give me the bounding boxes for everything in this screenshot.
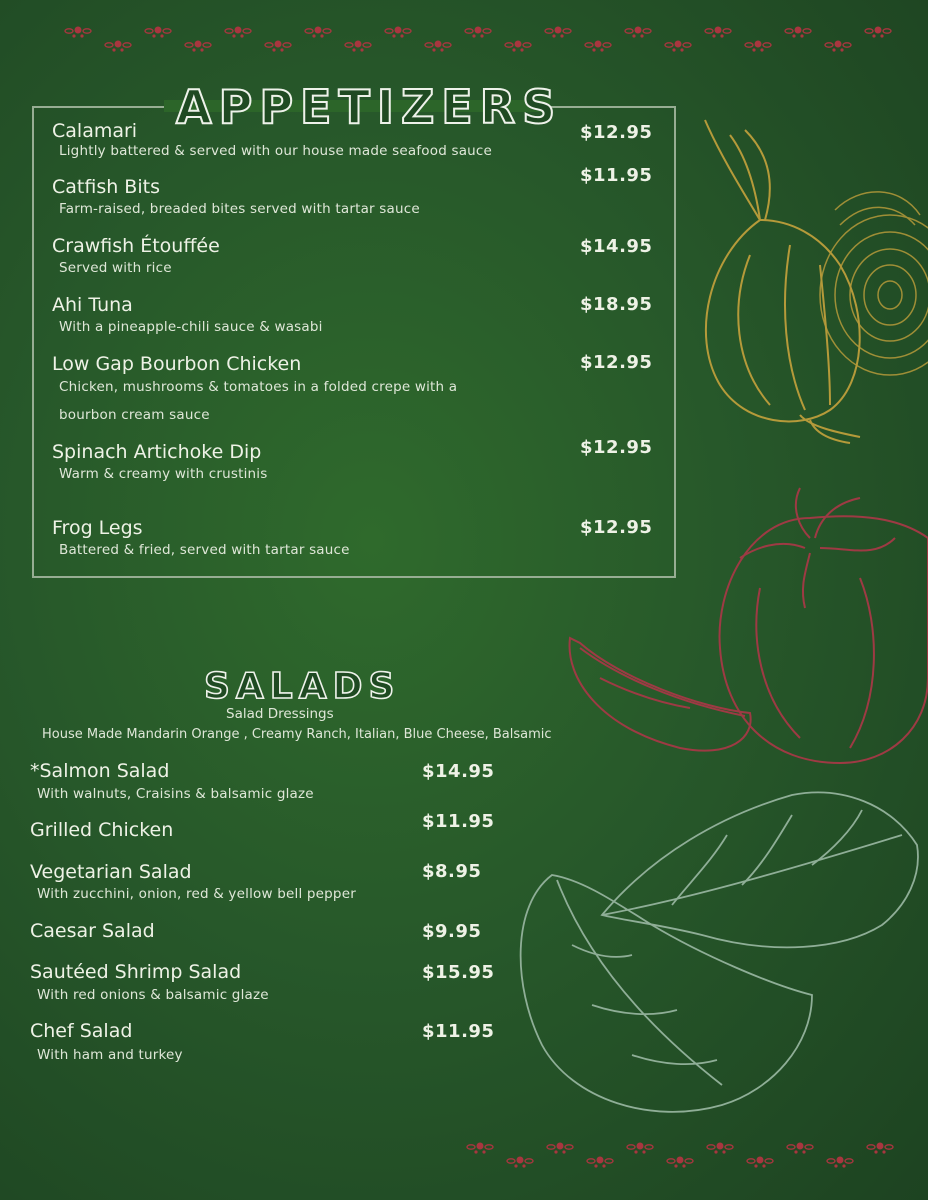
ornament-motif	[587, 1157, 613, 1168]
onion-illustration	[690, 115, 928, 445]
appetizer-name: Crawfish Étouffée	[52, 235, 220, 257]
ornament-motif	[745, 41, 771, 52]
appetizer-name: Calamari	[52, 120, 138, 142]
salad-name: Chef Salad	[30, 1020, 133, 1042]
salad-desc: With red onions & balsamic glaze	[37, 987, 269, 1003]
ornament-motif	[825, 41, 851, 52]
salad-name: Vegetarian Salad	[30, 861, 192, 883]
ornament-motif	[785, 27, 811, 38]
salads-title: SALADS	[204, 666, 401, 707]
appetizer-desc-line2: bourbon cream sauce	[59, 407, 210, 423]
appetizer-desc: Farm-raised, breaded bites served with tartar sauce	[59, 201, 420, 217]
salad-desc: With walnuts, Craisins & balsamic glaze	[37, 786, 314, 802]
appetizer-name: Catfish Bits	[52, 176, 160, 198]
salad-name: Grilled Chicken	[30, 819, 174, 841]
ornament-motif	[385, 27, 411, 38]
ornament-motif	[545, 27, 571, 38]
appetizer-name: Ahi Tuna	[52, 294, 133, 316]
appetizer-price: $12.95	[580, 122, 653, 143]
appetizer-desc: With a pineapple-chili sauce & wasabi	[59, 319, 323, 335]
ornament-motif	[707, 1143, 733, 1154]
ornament-motif	[747, 1157, 773, 1168]
salad-name: Caesar Salad	[30, 920, 155, 942]
ornament-motif	[425, 41, 451, 52]
lettuce-illustration	[512, 785, 928, 1125]
ornament-motif	[145, 27, 171, 38]
appetizer-desc: Served with rice	[59, 260, 172, 276]
salad-desc: With zucchini, onion, red & yellow bell pepper	[37, 886, 356, 902]
salad-name: Sautéed Shrimp Salad	[30, 961, 242, 983]
appetizer-desc: Lightly battered & served with our house made seafood sauce	[59, 143, 493, 159]
appetizer-price: $18.95	[580, 294, 653, 315]
appetizer-desc: Warm & creamy with crustinis	[59, 466, 268, 482]
appetizer-name: Spinach Artichoke Dip	[52, 441, 262, 463]
appetizer-name: Low Gap Bourbon Chicken	[52, 353, 302, 375]
ornament-motif	[667, 1157, 693, 1168]
ornament-motif	[465, 27, 491, 38]
ornament-motif	[827, 1157, 853, 1168]
salad-price: $15.95	[422, 962, 495, 983]
dressings-list: House Made Mandarin Orange , Creamy Ranch, Italian, Blue Cheese, Balsamic	[42, 727, 552, 742]
ornament-motif	[547, 1143, 573, 1154]
appetizer-price: $12.95	[580, 517, 653, 538]
ornament-motif	[105, 41, 131, 52]
appetizer-price: $12.95	[580, 352, 653, 373]
ornament-motif	[507, 1157, 533, 1168]
bottom-ornament-row	[0, 1134, 928, 1174]
ornament-motif	[865, 27, 891, 38]
ornament-motif	[665, 41, 691, 52]
salad-price: $11.95	[422, 811, 495, 832]
ornament-motif	[627, 1143, 653, 1154]
ornament-motif	[505, 41, 531, 52]
ornament-motif	[705, 27, 731, 38]
salad-price: $8.95	[422, 861, 482, 882]
salad-price: $14.95	[422, 761, 495, 782]
appetizer-desc: Battered & fried, served with tartar sauce	[59, 542, 350, 558]
ornament-motif	[225, 27, 251, 38]
ornament-motif	[65, 27, 91, 38]
appetizer-price: $12.95	[580, 437, 653, 458]
ornament-motif	[467, 1143, 493, 1154]
appetizer-name: Frog Legs	[52, 517, 143, 539]
appetizer-desc: Chicken, mushrooms & tomatoes in a folded crepe with a	[59, 379, 458, 395]
ornament-motif	[185, 41, 211, 52]
ornament-motif	[867, 1143, 893, 1154]
top-ornament-row	[0, 18, 928, 58]
dressings-title: Salad Dressings	[226, 706, 334, 722]
salad-name: *Salmon Salad	[30, 760, 170, 782]
salad-desc: With ham and turkey	[37, 1047, 183, 1063]
ornament-motif	[625, 27, 651, 38]
ornament-motif	[305, 27, 331, 38]
salad-price: $11.95	[422, 1021, 495, 1042]
appetizer-price: $11.95	[580, 165, 653, 186]
ornament-motif	[265, 41, 291, 52]
salad-price: $9.95	[422, 921, 482, 942]
appetizers-title: APPETIZERS	[176, 80, 563, 134]
ornament-motif	[345, 41, 371, 52]
appetizer-price: $14.95	[580, 236, 653, 257]
ornament-motif	[585, 41, 611, 52]
ornament-motif	[787, 1143, 813, 1154]
